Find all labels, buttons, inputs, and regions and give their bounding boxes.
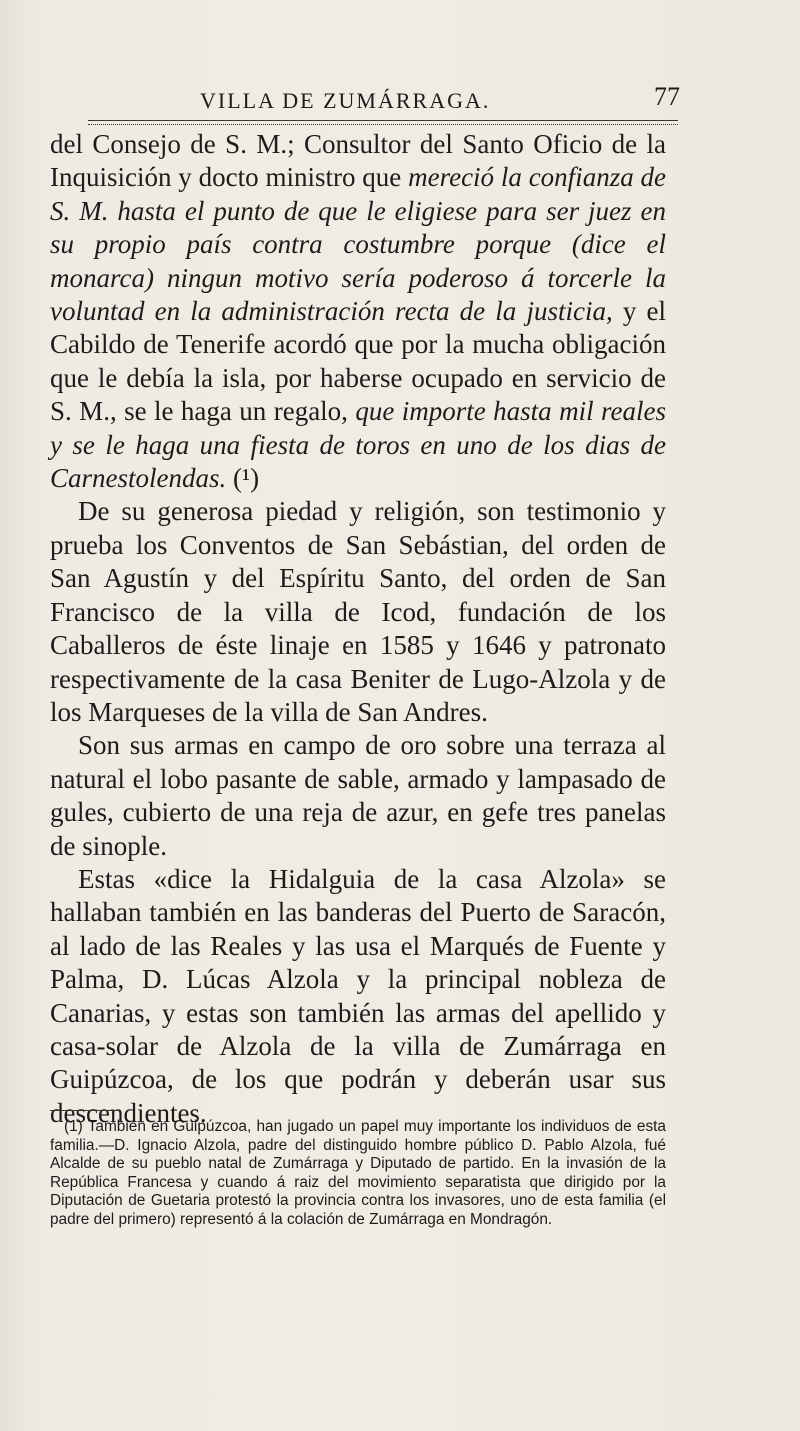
body-text xyxy=(50,128,666,1130)
p1-text-c: y el Cabildo de Tenerife acordó que por la mucha obligación que le debía la isla, por haberse ocupado en servicio de S. M., se le haga un regalo, xyxy=(50,296,666,427)
paragraph-1 xyxy=(50,128,666,495)
footnote-ref: (¹) xyxy=(226,463,260,494)
running-title: VILLA DE ZUMÁRRAGA. xyxy=(200,88,491,113)
p1-quote-2: que importe hasta mil reales y se le haga una fiesta de toros en uno de los dias de Carnestolendas. xyxy=(50,396,666,494)
p1-quote: mereció la confianza de S. M. hasta el punto de que le eligiese para ser juez en su propio país contra costumbre porque (dice el monarca) ningun motivo sería poderoso á torcerle la voluntad en la administración recta de la justicia, xyxy=(50,162,667,327)
paragraph-2: De su generosa piedad y religión, son testimonio y prueba los Conventos de San Sebástian, del orden de San Agustín y del Espíritu Santo, del orden de San Francisco de la villa de Icod, fundación de los Caballeros de éste linaje en 1585 y 1646 y patronato respectivamente de la casa Beniter de Lugo-Alzola y de los Marqueses de la villa de San Andres. xyxy=(50,496,666,727)
p1-text-a: del Consejo de S. M.; Consultor del Santo Oficio de la Inquisición y docto ministro que xyxy=(50,129,666,193)
footnote-text: (1) También en Guipúzcoa, han jugado un papel muy importante los individuos de esta familia.—D. Ignacio Alzola, padre del distinguido hombre público D. Pablo Alzola, fué Alcalde de su pueblo natal de Zumárraga y Diputado de partido. En la invasión de la República Francesa y cuando á raiz del movimiento separatista que dirigido por la Diputación de Guetaria protestó la provincia contra los invasores, uno de esta familia (el padre del primero) representó á la colación de Zumárraga en Mondragón. xyxy=(50,1118,666,1228)
footnote xyxy=(50,1118,666,1230)
header-rule xyxy=(88,120,678,125)
footnote-rule xyxy=(50,1110,120,1111)
paragraph-3: Son sus armas en campo de oro sobre una terraza al natural el lobo pasante de sable, armado y lampasado de gules, cubierto de una reja de azur, en gefe tres panelas de sinople. xyxy=(50,730,666,861)
paragraph-4: Estas «dice la Hidalguia de la casa Alzola» se hallaban también en las banderas del Puerto de Saracón, al lado de las Reales y las usa el Marqués de Fuente y Palma, D. Lúcas Alzola y la principal nobleza de Canarias, y estas son también las armas del apellido y casa-solar de Alzola de la villa de Zumárraga en Guipúzcoa, de los que podrán y deberán usar sus descendientes. xyxy=(50,863,666,1128)
page-number: 77 xyxy=(654,82,680,111)
